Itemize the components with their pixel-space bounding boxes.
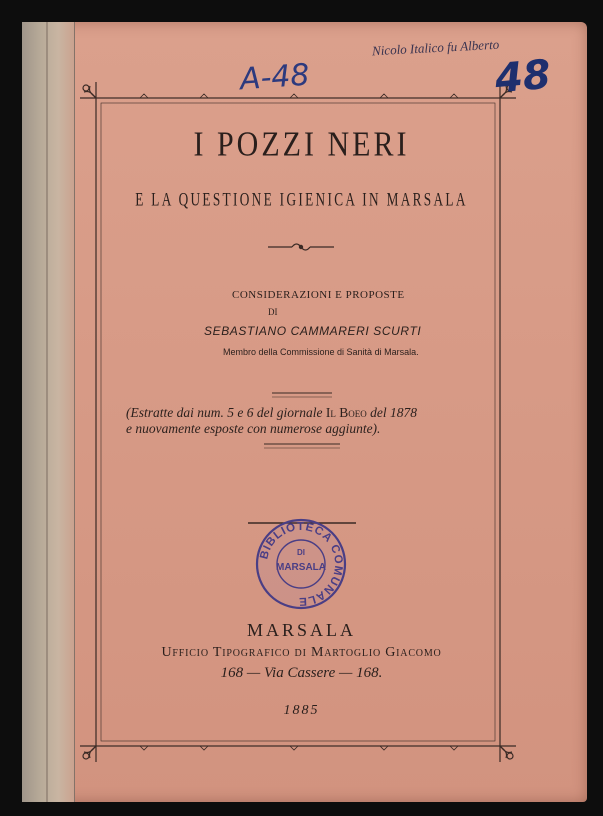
book-subtitle: E LA QUESTIONE IGIENICA IN MARSALA	[135, 189, 468, 210]
handwritten-shelf-number: 48	[493, 51, 553, 103]
book-title: I POZZI NERI	[193, 125, 410, 164]
journal-name: Il Boeo	[325, 405, 367, 420]
note-line-1-end: del 1878	[366, 405, 417, 420]
note-line-1-start: (Estratte dai num. 5 e 6 del giornale	[126, 405, 326, 420]
corner-ornament-top-left	[80, 82, 96, 98]
author-name: SEBASTIANO CAMMARERI SCURTI	[204, 324, 422, 338]
stamp-di: DI	[297, 548, 305, 557]
imprint-printer: Ufficio Tipografico di Martoglio Giacomo	[161, 645, 442, 660]
preposition-di: DI	[268, 307, 278, 317]
handwritten-owner-note: Nicolo Italico fu Alberto	[371, 36, 500, 59]
corner-ornament-bottom-right	[500, 746, 516, 762]
considerazioni-heading: CONSIDERAZIONI E PROPOSTE	[232, 289, 405, 301]
stamp-ring-text: BIBLIOTECA COMUNALE	[258, 520, 345, 608]
handwritten-shelf-mark: A-48	[238, 57, 311, 98]
title-divider-ornament	[268, 244, 334, 250]
stamp-city: MARSALA	[276, 562, 326, 573]
imprint-address: 168 — Via Cassere — 168.	[220, 665, 383, 681]
note-line-1	[126, 405, 417, 421]
author-role: Membro della Commissione di Sanità di Marsala.	[223, 347, 419, 357]
corner-ornament-bottom-left	[80, 746, 96, 762]
imprint-year: 1885	[283, 703, 320, 718]
note-line-2: e nuovamente esposte con numerose aggiunte).	[126, 421, 381, 436]
imprint-city: MARSALA	[246, 620, 356, 640]
library-stamp	[255, 518, 347, 610]
